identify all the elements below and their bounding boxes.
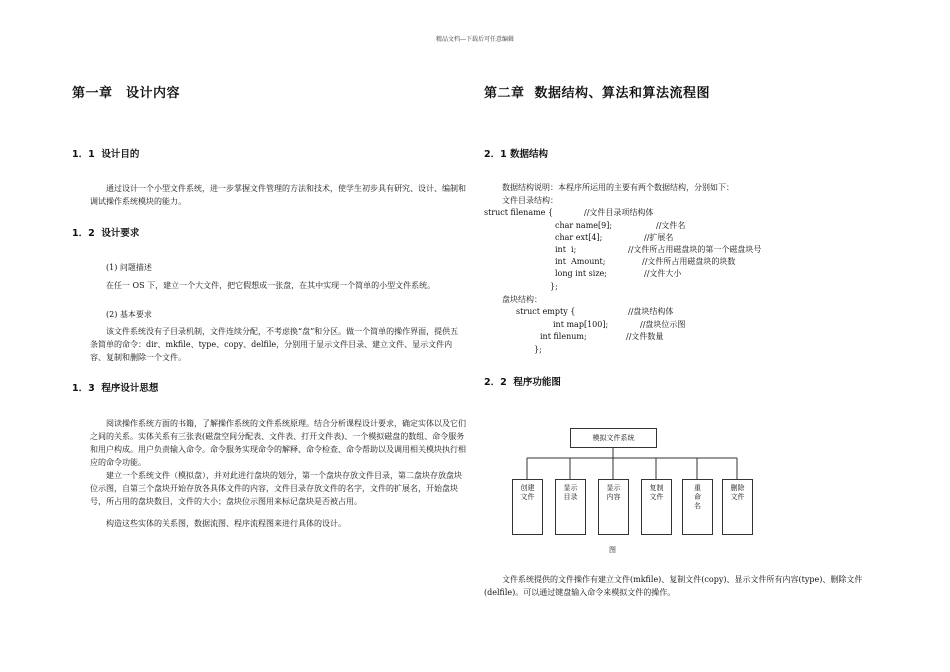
code-line: struct filename { [484,208,554,217]
section-1-3-paragraph-1: 阅读操作系统方面的书籍，了解操作系统的文件系统原理。结合分析课程设计要求，确定实体以及它们之间的关系。实体关系有三张表(磁盘空间分配表、文件表、打开文件表)、一个模拟磁盘的数组、命令服务和用户构成。用户负责输入命令。命令服务实现命令的解释、命令检查、命令帮助以及调用相关模块执行相应的命令功能。 [90,419,466,467]
section-2-1-title: 2．1 数据结构 [484,149,549,160]
section-1-3-paragraph-2: 建立一个系统文件（模拟盘），并对此进行盘块的划分，第一个盘块存放文件目录，第二盘块存放盘块位示图，自第三个盘块开始存放各具体文件的内容，文件目录存放文件的名字，文件的扩展名，开始盘块号，所占用的盘块数目，文件的大小；盘块位示图用来标记盘块是否被占用。 [90,471,462,506]
code-comment: //文件目录项结构体 [584,208,654,217]
section-1-3-paragraph-3: 构造这些实体的关系图，数据流图、程序流程图来进行具体的设计。 [106,519,346,528]
file-structure-label: 文件目录结构： [502,196,558,205]
code-line: int map[100]; [553,320,609,329]
code-line: int Amount; [555,257,606,266]
code-comment: //文件所占用磁盘块的块数 [642,257,736,266]
code-line: int i; [555,245,577,254]
requirement-2-text: 该文件系统没有子目录机制，文件连续分配，不考虑换“盘”和分区。做一个简单的操作界面，提供五条简单的命令：dir、mkfile、type、copy、delfile，分别用于显示文件目录、建立文件、显示文件内容、复制和删除一个文件。 [90,327,459,362]
diagram-root-node: 模拟文件系统 [570,428,657,448]
chapter-1-title: 第一章 设计内容 [72,86,181,101]
code-comment: //文件数量 [626,332,664,341]
diagram-node-create-file: 创建文件 [512,479,543,535]
diagram-node-delete-file: 删除文件 [722,479,753,535]
requirement-1-label: (1) 问题描述 [106,263,152,272]
block-structure-label: 盘块结构： [502,295,542,304]
code-line: char name[9]; [555,221,613,230]
section-1-1-title: 1．1 设计目的 [72,149,140,160]
diagram-caption: 图 [609,546,616,554]
section-1-1-paragraph: 通过设计一个小型文件系统，进一步掌握文件管理的方法和技术，使学生初步具有研究、设计、编制和调试操作系统模块的能力。 [90,184,466,206]
diagram-node-copy-file: 复制文件 [641,479,672,535]
code-comment: //盘块结构体 [628,307,674,316]
code-line: struct empty { [516,307,576,316]
code-comment: //文件名 [656,221,686,230]
header-note: 精品文档---下载后可任意编辑 [435,36,515,43]
code-comment: //盘块位示图 [640,320,686,329]
diagram-node-show-dir: 显示目录 [555,479,586,535]
code-comment: //文件大小 [644,269,682,278]
section-1-2-title: 1．2 设计要求 [72,228,140,239]
code-line: char ext[4]; [555,233,603,242]
section-2-2-title: 2．2 程序功能图 [484,377,561,388]
chapter-2-title: 第二章 数据结构、算法和算法流程图 [484,86,711,101]
section-2-2-paragraph: 文件系统提供的文件操作有建立文件(mkfile)、复制文件(copy)、显示文件所有内容(type)、删除文件(delfile)。可以通过键盘输入命令来模拟文件的操作。 [484,575,863,597]
code-comment: //文件所占用磁盘块的第一个磁盘块号 [628,245,762,254]
code-comment: //扩展名 [644,233,674,242]
code-line: long int size; [555,269,607,278]
requirement-2-label: (2) 基本要求 [106,310,152,319]
section-1-3-title: 1．3 程序设计思想 [72,383,159,394]
diagram-node-show-content: 显示内容 [598,479,629,535]
code-line: int filenum; [540,332,587,341]
data-structure-intro: 数据结构说明：本程序所运用的主要有两个数据结构，分别如下： [502,183,734,192]
code-line: }; [534,345,542,354]
requirement-1-text: 在任一 OS 下，建立一个大文件，把它假想成一张盘，在其中实现一个简单的小型文件系统。 [106,281,436,290]
code-line: }; [550,282,558,291]
diagram-node-rename: 重命名 [682,479,713,535]
